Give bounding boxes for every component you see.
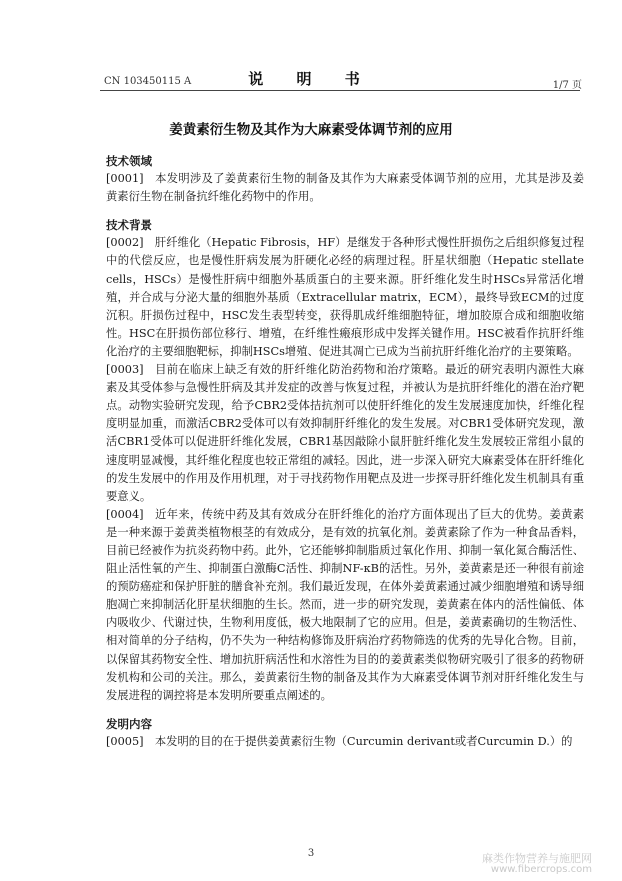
paragraph-0001	[106, 170, 584, 206]
watermark-url: www.fibercrops.com	[490, 864, 592, 875]
paragraph-0003	[106, 361, 584, 506]
section-invention-content: 发明内容	[106, 716, 152, 731]
patent-title: 姜黄素衍生物及其作为大麻素受体调节剂的应用	[169, 122, 453, 138]
paragraph-0005	[106, 733, 584, 751]
paragraph-number: [0003]	[106, 363, 144, 377]
paragraph-0002	[106, 234, 584, 361]
page-count: 1/7 页	[552, 80, 582, 91]
section-technical-field: 技术领域	[106, 154, 152, 168]
paragraph-number: [0005]	[106, 734, 144, 748]
paragraph-number: [0001]	[106, 172, 144, 186]
paragraph-0004	[106, 506, 584, 705]
paragraph-text: 本发明的目的在于提供姜黄素衍生物（Curcumin derivant或者Curcumin D.）的	[154, 734, 573, 748]
page-number: 3	[307, 848, 315, 859]
section-technical-background: 技术背景	[106, 218, 152, 233]
watermark-site-name: 麻类作物营养与施肥网	[482, 852, 592, 865]
paragraph-text: 本发明涉及了姜黄素衍生物的制备及其作为大麻素受体调节剂的应用，尤其是涉及姜黄素衍生物在制备抗纤维化药物中的作用。	[106, 172, 584, 204]
paragraph-text: 肝纤维化（Hepatic Fibrosis，HF）是继发于各种形式慢性肝损伤之后组织修复过程中的代偿反应，也是慢性肝病发展为肝硬化必经的病理过程。肝星状细胞（Hepatic stellate cells，HSCs）是慢性肝病中细胞外基质蛋白的主要来源。肝纤维化发生时HSCs异常活化增殖，并合成与分泌大量的细胞外基质（Extracellular matrix，ECM），最终导致ECM的过度沉积。肝损伤过程中，HSC发生表型转变，获得肌成纤维细胞特征，增加胶原合成和细胞收缩性。HSC在肝损伤部位移行、增殖，在纤维性瘢痕形成中发挥关键作用。HSC被看作抗肝纤维化治疗的主要细胞靶标，抑制HSCs增殖、促进其凋亡已成为当前抗肝纤维化治疗的主要策略。	[106, 236, 584, 358]
document-body	[106, 152, 584, 751]
paragraph-number: [0002]	[106, 236, 144, 250]
paragraph-number: [0004]	[106, 507, 144, 521]
document-type: 说 明 书	[248, 70, 374, 88]
paragraph-text: 近年来，传统中药及其有效成分在肝纤维化的治疗方面体现出了巨大的优势。姜黄素是一种来源于姜黄类植物根茎的有效成分，是有效的抗氧化剂。姜黄素除了作为一种食品香料，目前已经被作为抗炎药物中药。此外，它还能够抑制脂质过氧化作用、抑制一氧化氮合酶活性、阻止活性氧的产生、抑制蛋白激酶C活性、抑制NF-κB的活性。另外，姜黄素是还一种很有前途的预防癌症和保护肝脏的膳食补充剂。我们最近发现，在体外姜黄素通过减少细胞增殖和诱导细胞凋亡来抑制活化肝星状细胞的生长。然而，进一步的研究发现，姜黄素在体内的活性偏低、体内吸收少、代谢过快，生物利用度低，极大地限制了它的应用。但是，姜黄素确切的生物活性、相对简单的分子结构，仍不失为一种结构修饰及肝病治疗药物筛选的优秀的先导化合物。目前，以保留其药物安全性、增加抗肝病活性和水溶性为目的的姜黄素类似物研究吸引了很多的药物研发机构和公司的关注。那么，姜黄素衍生物的制备及其作为大麻素受体调节剂对肝纤维化发生与发展进程的调控将是本发明所要重点阐述的。	[106, 507, 584, 702]
header-divider	[100, 90, 580, 91]
document-id: CN 103450115 A	[104, 76, 192, 87]
paragraph-text: 目前在临床上缺乏有效的肝纤维化防治药物和治疗策略。最近的研究表明内源性大麻素及其受体参与急慢性肝病及其并发症的改善与恢复过程，并被认为是抗肝纤维化的潜在治疗靶点。动物实验研究发现，给予CBR2受体拮抗剂可以使肝纤维化的发生发展速度加快，纤维化程度明显加重，而激活CBR2受体可以有效抑制肝纤维化的发生发展。对CBR1受体研究发现，激活CBR1受体可以促进肝纤维化发展，CBR1基因敲除小鼠肝脏纤维化发生发展较正常组小鼠的速度明显减慢，其纤维化程度也较正常组的减轻。因此，进一步深入研究大麻素受体在肝纤维化的发生发展中的作用及作用机理，对于寻找药物作用靶点及进一步探寻肝纤维化发生机制具有重要意义。	[106, 363, 584, 503]
